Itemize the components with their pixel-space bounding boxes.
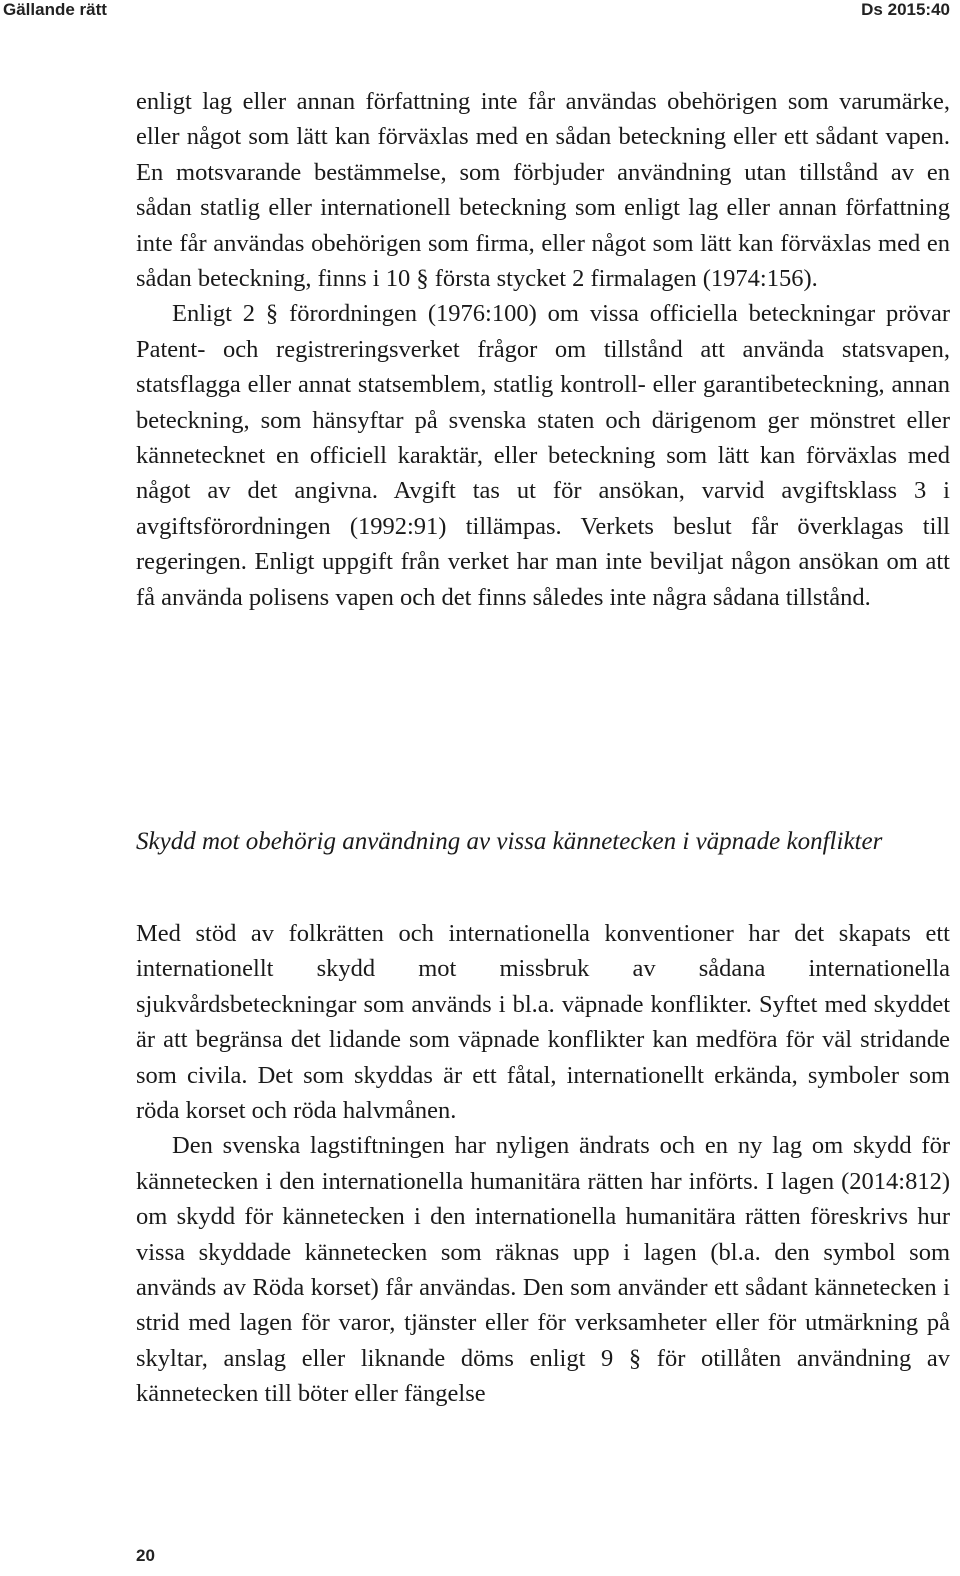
header-section-title: Gällande rätt <box>3 0 107 19</box>
paragraph: Med stöd av folkrätten och internationella konventioner har det skapats ett internationellt skydd mot missbruk av sådana internationella sjukvårdsbeteckningar som används i bl.a. väpnade konflikter. Syftet med skyddet är att begränsa det lidande som väpnade konflikter kan medföra för väl stridande som civila. Det som skyddas är ett fåtal, internationellt erkända, symboler som röda korset och röda halvmånen. <box>136 920 950 1125</box>
body-text-block-1 <box>136 84 950 615</box>
body-text-block-2 <box>136 916 950 1412</box>
running-header <box>0 0 960 24</box>
header-document-id: Ds 2015:40 <box>861 0 950 19</box>
section-heading: Skydd mot obehörig användning av vissa kännetecken i väpnade konflikter <box>136 828 883 855</box>
paragraph: Den svenska lagstiftningen har nyligen ändrats och en ny lag om skydd för kännetecken i den internationella humanitära rätten har införts. I lagen (2014:812) om skydd för kännetecken i den internationella humanitära rätten föreskrivs hur vissa skyddade kännetecken som räknas upp i lagen (bl.a. den symbol som används av Röda korset) får användas. Den som använder ett sådant kännetecken i strid med lagen för varor, tjänster eller för verksamheter eller för utmärkning på skyltar, anslag eller liknande döms enligt 9 § för otillåten användning av kännetecken till böter eller fängelse <box>136 1132 950 1408</box>
page-number: 20 <box>136 1546 155 1565</box>
paragraph: enligt lag eller annan författning inte får användas obehörigen som varumärke, eller något som lätt kan förväxlas med en sådan beteckning eller ett sådant vapen. En motsvarande bestämmelse, som förbjuder användning utan tillstånd av en sådan statlig eller internationell beteckning som enligt lag eller annan författning inte får användas obehörigen som firma, eller något som lätt kan förväxlas med en sådan beteckning, finns i 10 § första stycket 2 firmalagen (1974:156). <box>136 88 950 293</box>
paragraph: Enligt 2 § förordningen (1976:100) om vissa officiella beteckningar prövar Patent- och registreringsverket frågor om tillstånd att använda statsvapen, statsflagga eller annat statsemblem, statlig kontroll- eller garantibeteckning, annan beteckning, som hänsyftar på svenska staten och därigenom ger mönstret eller kännetecknet en officiell karaktär, eller beteckning som lätt kan förväxlas med något av det angivna. Avgift tas ut för ansökan, varvid avgiftsklass 3 i avgiftsförordningen (1992:91) tillämpas. Verkets beslut får överklagas till regeringen. Enligt uppgift från verket har man inte beviljat någon ansökan om att få använda polisens vapen och det finns således inte några sådana tillstånd. <box>136 300 950 611</box>
